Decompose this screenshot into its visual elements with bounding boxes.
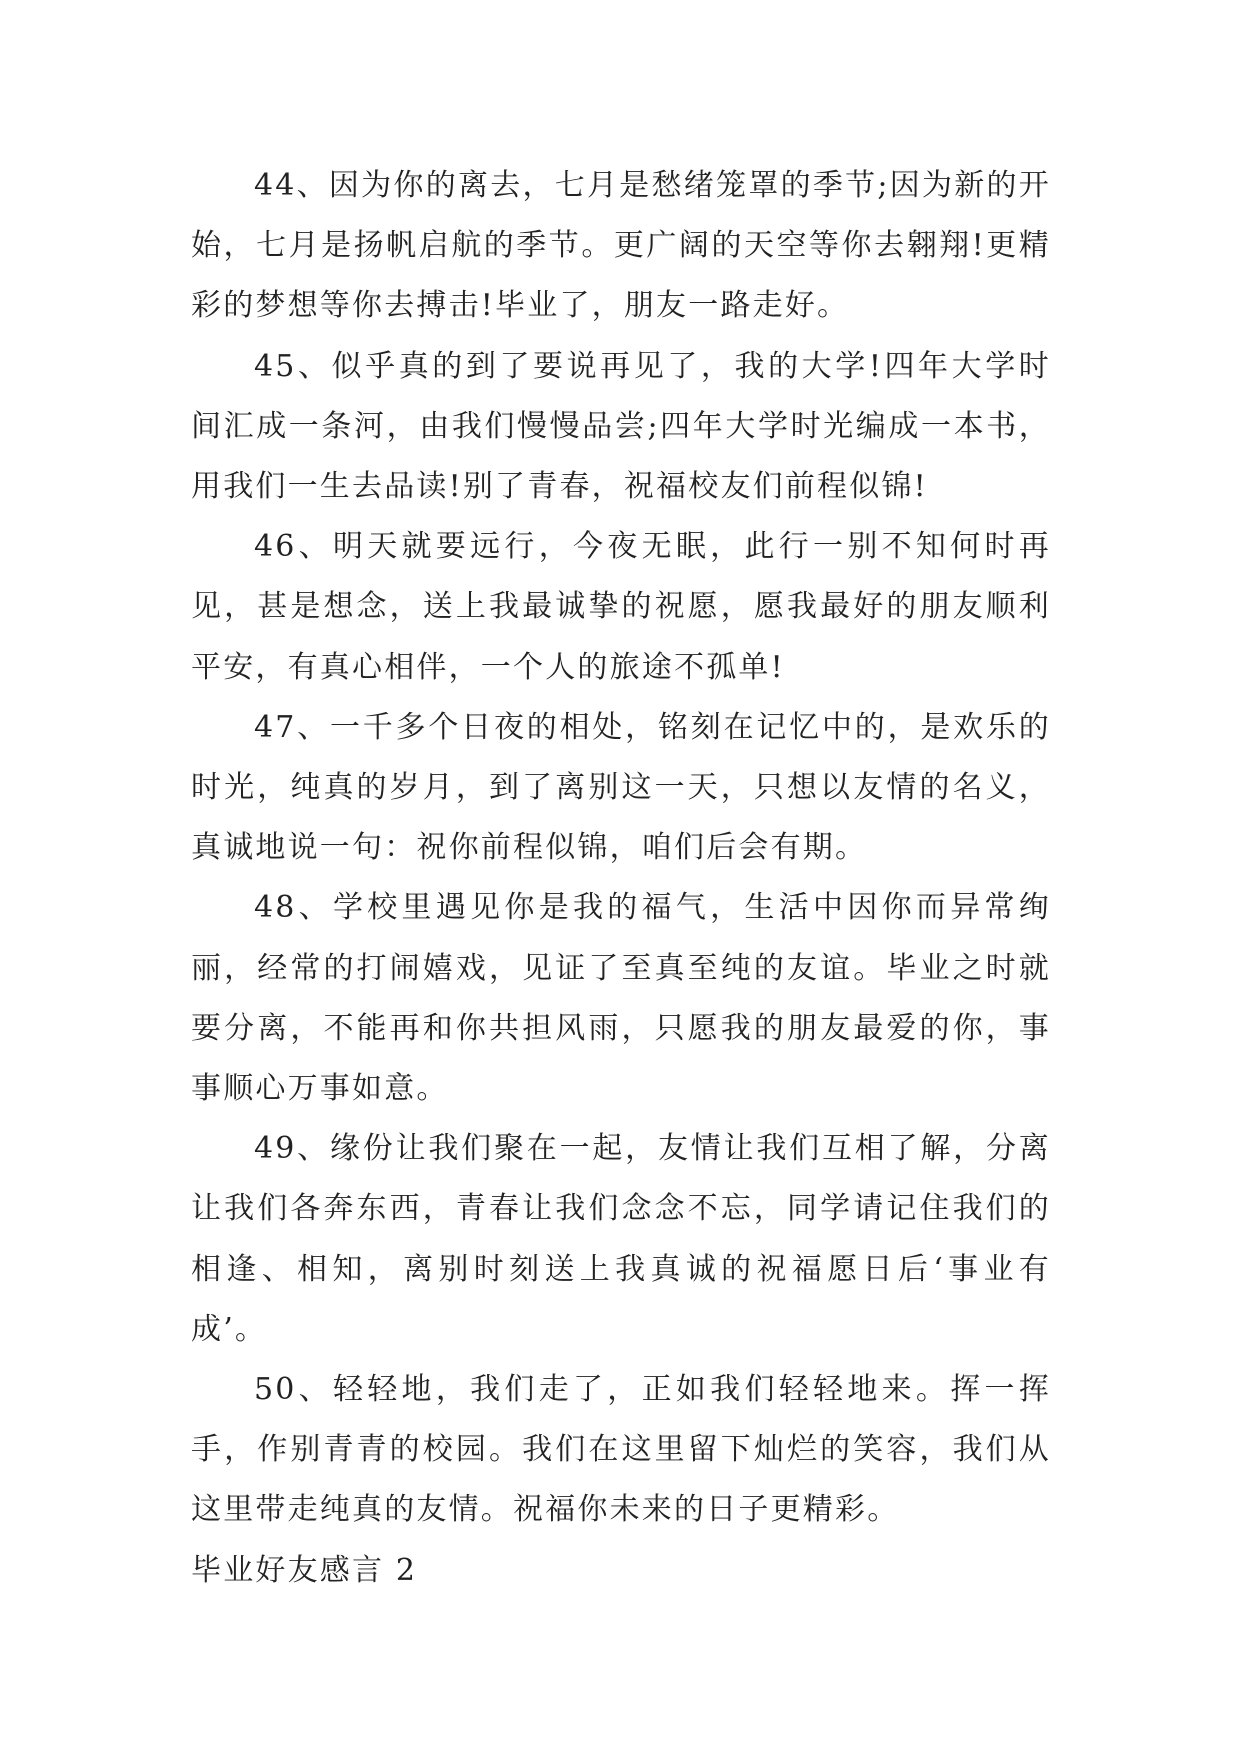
document-body xyxy=(191,156,1051,1601)
paragraph-44: 44、因为你的离去，七月是愁绪笼罩的季节;因为新的开始，七月是扬帆启航的季节。更广阔的天空等你去翱翔!更精彩的梦想等你去搏击!毕业了，朋友一路走好。 xyxy=(191,168,1051,324)
paragraph-48: 48、学校里遇见你是我的福气，生活中因你而异常绚丽，经常的打闹嬉戏，见证了至真至纯的友谊。毕业之时就要分离，不能再和你共担风雨，只愿我的朋友最爱的你，事事顺心万事如意。 xyxy=(191,890,1051,1107)
paragraph-49: 49、缘份让我们聚在一起，友情让我们互相了解，分离让我们各奔东西，青春让我们念念不忘，同学请记住我们的相逢、相知，离别时刻送上我真诚的祝福愿日后‘事业有成’。 xyxy=(191,1131,1051,1347)
paragraph-46: 46、明天就要远行，今夜无眠，此行一别不知何时再见，甚是想念，送上我最诚挚的祝愿，愿我最好的朋友顺利平安，有真心相伴，一个人的旅途不孤单! xyxy=(191,529,1051,685)
section-heading: 毕业好友感言 2 xyxy=(191,1552,418,1588)
paragraph-50: 50、轻轻地，我们走了，正如我们轻轻地来。挥一挥手，作别青青的校园。我们在这里留下灿烂的笑容，我们从这里带走纯真的友情。祝福你未来的日子更精彩。 xyxy=(191,1372,1051,1528)
paragraph-45: 45、似乎真的到了要说再见了，我的大学!四年大学时间汇成一条河，由我们慢慢品尝;四年大学时光编成一本书，用我们一生去品读!别了青春，祝福校友们前程似锦! xyxy=(191,348,1051,505)
paragraph-47: 47、一千多个日夜的相处，铭刻在记忆中的，是欢乐的时光，纯真的岁月，到了离别这一天，只想以友情的名义，真诚地说一句：祝你前程似锦，咱们后会有期。 xyxy=(191,709,1051,866)
